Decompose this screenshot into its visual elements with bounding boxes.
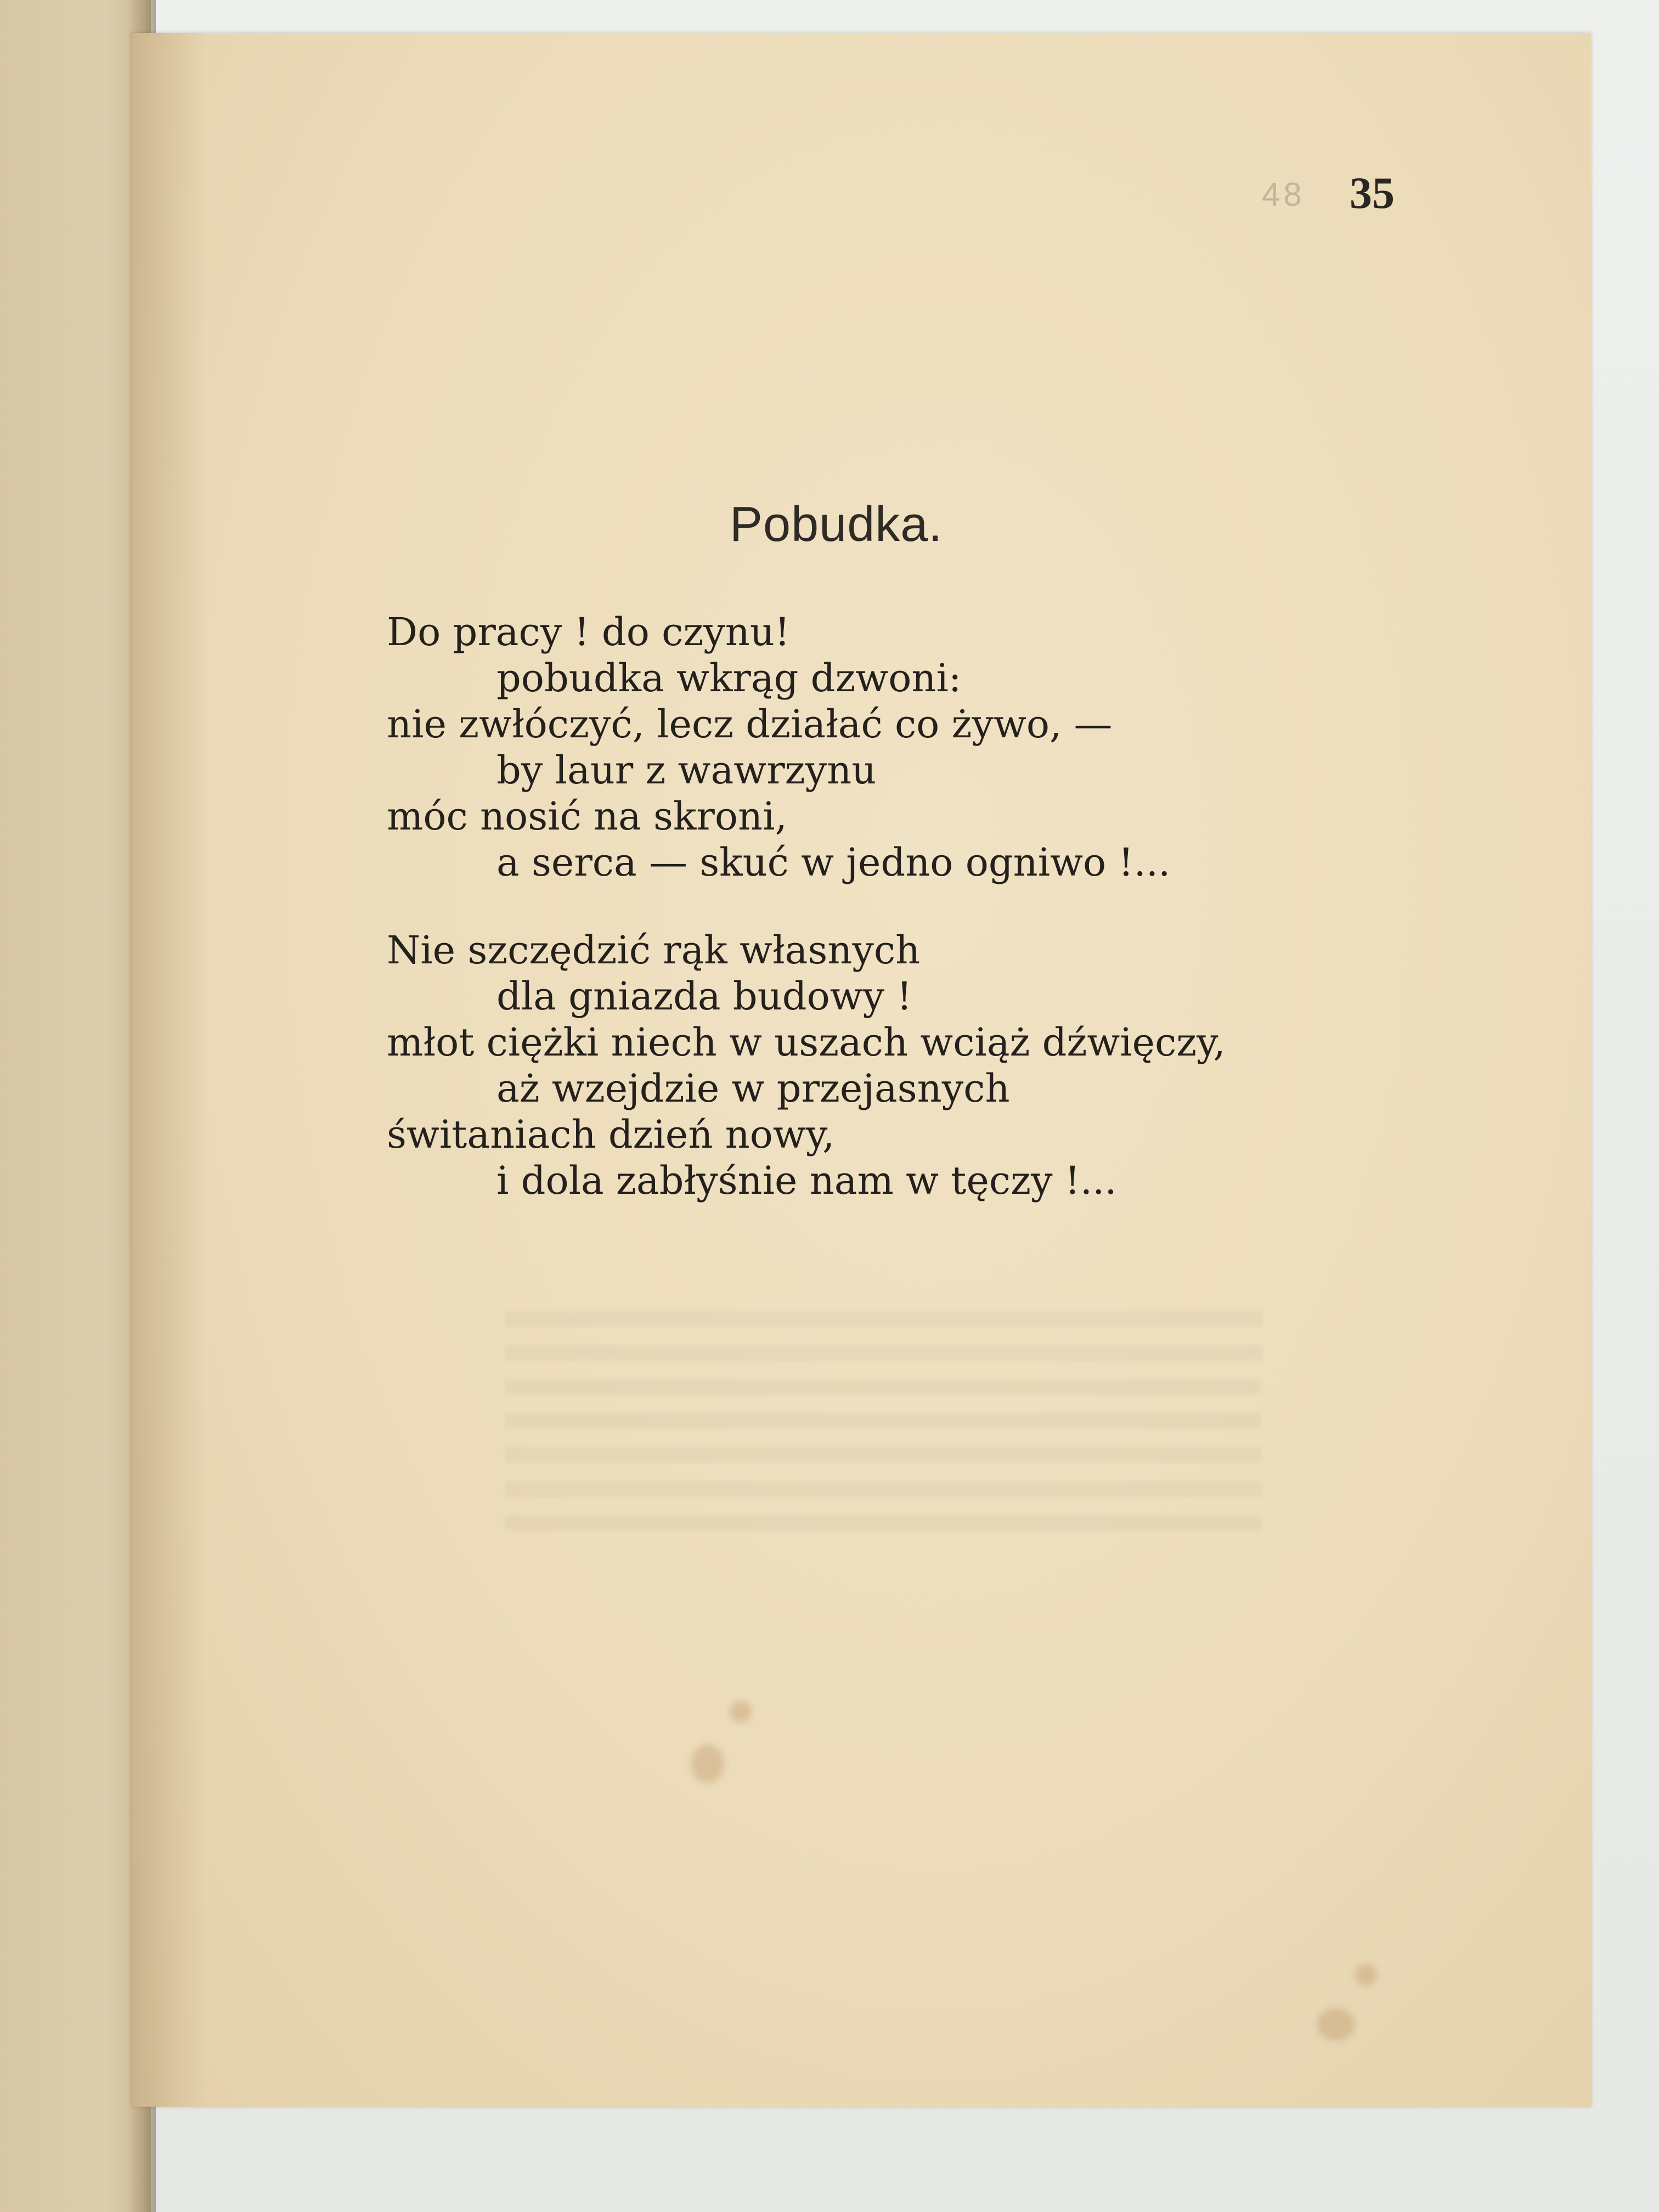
stanza (387, 609, 1170, 885)
verse-line: Nie szczędzić rąk własnych (387, 928, 921, 973)
verse-line: dla gniazda budowy ! (496, 974, 912, 1019)
verse-line: aż wzejdzie w przejasnych (496, 1066, 1010, 1111)
verse-line: świtaniach dzień nowy, (387, 1112, 835, 1157)
poem-title: Pobudka. (730, 497, 943, 552)
verse-line: nie zwłóczyć, lecz działać co żywo, — (387, 702, 1113, 747)
page-number: 35 (1350, 168, 1395, 218)
verse-line: by laur z wawrzynu (496, 748, 877, 793)
faded-page-number: 48 (1262, 176, 1305, 213)
paper-stain (691, 1745, 724, 1783)
paper-stain (1355, 1964, 1377, 1986)
verse-line: młot ciężki niech w uszach wciąż dźwięczy, (387, 1020, 1226, 1065)
verse-line: pobudka wkrąg dzwoni: (496, 656, 962, 701)
verse-line: a serca — skuć w jedno ogniwo !... (496, 840, 1171, 885)
verse-line: Do pracy ! do czynu! (387, 610, 791, 654)
page-gutter-shadow (132, 33, 208, 2107)
paper-stain (1317, 2008, 1355, 2041)
bleed-through-text (505, 1311, 1262, 1542)
paper-stain (730, 1701, 752, 1723)
verse-line: i dola zabłyśnie nam w tęczy !... (496, 1158, 1117, 1203)
verse-line: móc nosić na skroni, (387, 794, 787, 839)
stanza (387, 927, 1226, 1204)
